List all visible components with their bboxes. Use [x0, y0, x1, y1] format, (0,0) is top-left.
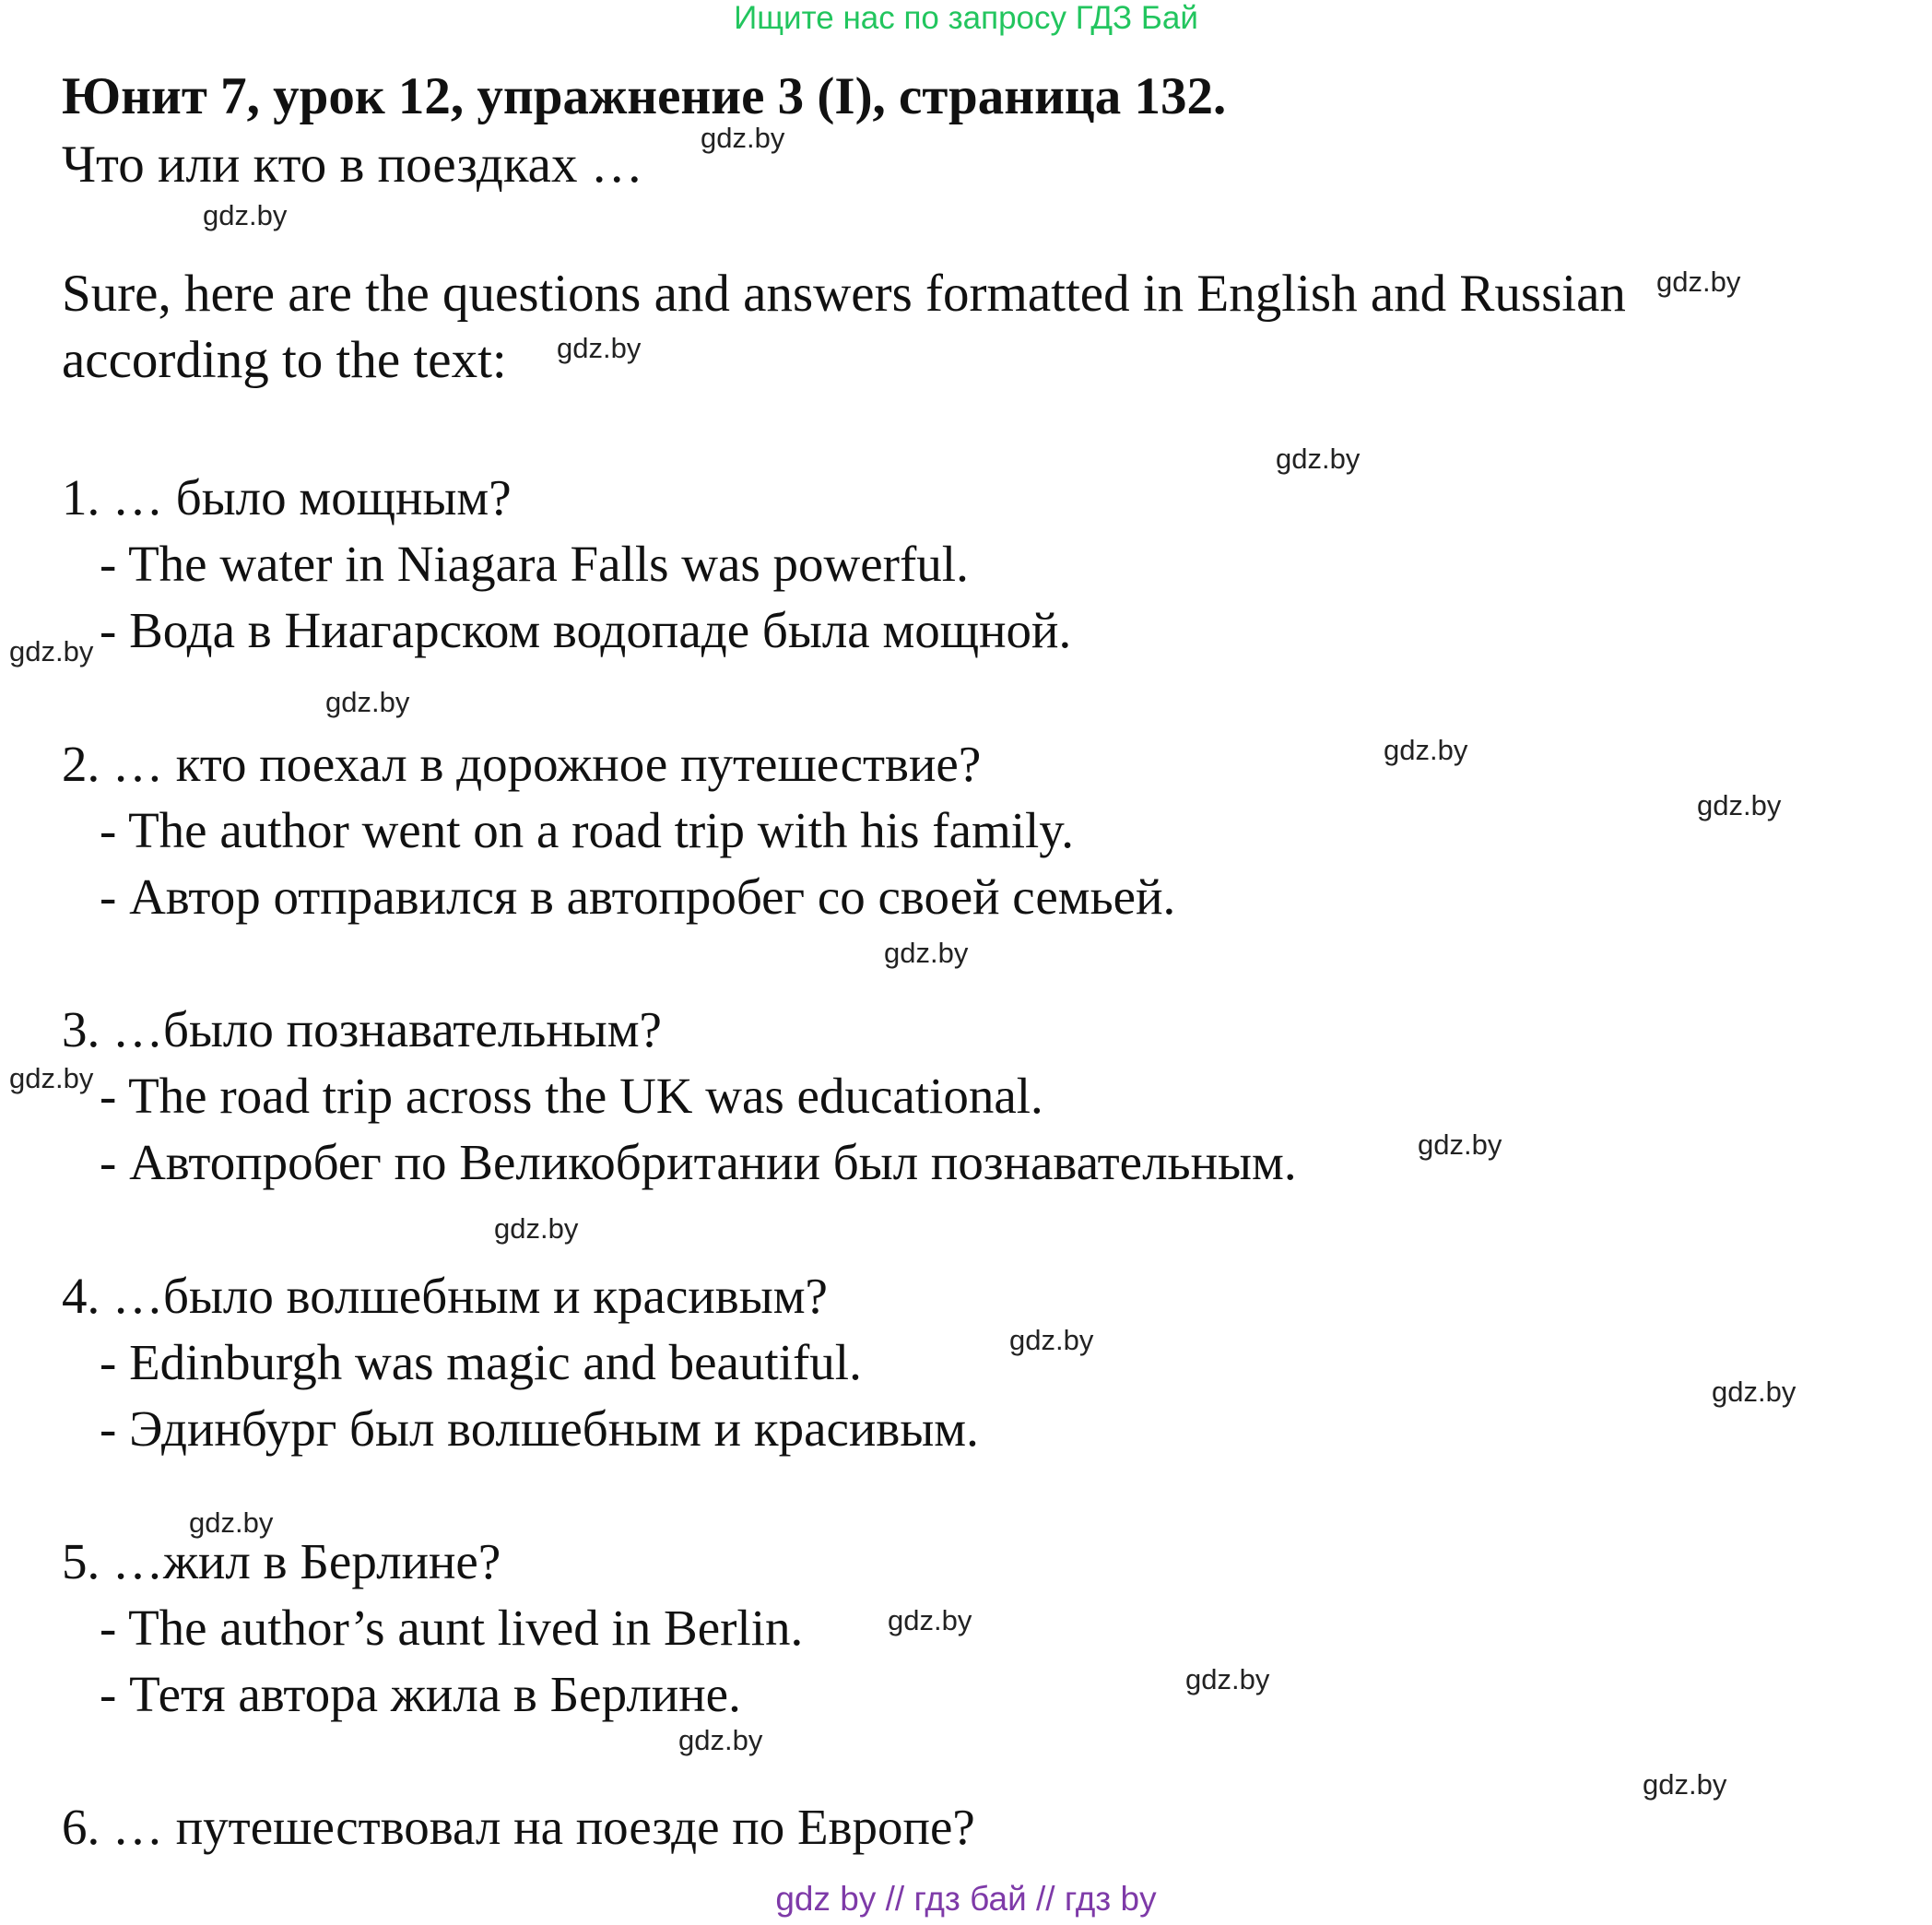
question-4: 4. …было волшебным и красивым? — [62, 1268, 828, 1324]
intro-line-2: according to the text: — [62, 331, 507, 389]
watermark: gdz.by — [884, 937, 969, 969]
footer-links[interactable]: gdz by // гдз бай // гдз by — [775, 1880, 1157, 1918]
watermark: gdz.by — [888, 1604, 972, 1636]
page-title: Юнит 7, урок 12, упражнение 3 (I), страница 132. — [62, 67, 1227, 125]
question-5: 5. …жил в Берлине? — [62, 1533, 501, 1589]
answer-4-en: - Edinburgh was magic and beautiful. — [100, 1334, 862, 1390]
watermark: gdz.by — [325, 686, 410, 718]
watermark: gdz.by — [1185, 1663, 1270, 1695]
answer-2-en: - The author went on a road trip with his family. — [100, 802, 1074, 858]
answer-5-ru: - Тетя автора жила в Берлине. — [100, 1666, 741, 1722]
answer-2-ru: - Автор отправился в автопробег со своей семьей. — [100, 868, 1176, 925]
watermark: gdz.by — [9, 635, 94, 667]
intro-line-1: Sure, here are the questions and answers formatted in English and Russian — [62, 265, 1626, 323]
page-subtitle: Что или кто в поездках … — [62, 136, 643, 194]
watermark: gdz.by — [1643, 1768, 1727, 1801]
watermark: gdz.by — [203, 199, 288, 231]
watermark: gdz.by — [557, 332, 642, 364]
watermark: gdz.by — [1656, 266, 1741, 298]
watermark: gdz.by — [189, 1506, 274, 1539]
watermark: gdz.by — [701, 122, 785, 154]
watermark: gdz.by — [678, 1724, 763, 1756]
watermark: gdz.by — [1276, 443, 1361, 475]
watermark: gdz.by — [494, 1212, 579, 1245]
question-3: 3. …было познавательным? — [62, 1001, 662, 1057]
answer-4-ru: - Эдинбург был волшебным и красивым. — [100, 1400, 979, 1457]
answer-3-ru: - Автопробег по Великобритании был познавательным. — [100, 1134, 1297, 1190]
question-6: 6. … путешествовал на поезде по Европе? — [62, 1799, 975, 1855]
question-2: 2. … кто поехал в дорожное путешествие? — [62, 736, 982, 792]
watermark: gdz.by — [1712, 1376, 1797, 1408]
watermark: gdz.by — [1418, 1128, 1502, 1161]
watermark: gdz.by — [1697, 789, 1782, 821]
watermark: gdz.by — [1009, 1324, 1094, 1356]
answer-1-ru: - Вода в Ниагарском водопаде была мощной. — [100, 602, 1072, 658]
answer-3-en: - The road trip across the UK was educational. — [100, 1068, 1043, 1124]
question-1: 1. … было мощным? — [62, 469, 512, 526]
answer-5-en: - The author’s aunt lived in Berlin. — [100, 1600, 804, 1656]
watermark: gdz.by — [9, 1062, 94, 1094]
answer-1-en: - The water in Niagara Falls was powerful. — [100, 536, 969, 592]
watermark: gdz.by — [1384, 734, 1468, 766]
search-hint-link[interactable]: Ищите нас по запросу ГДЗ Бай — [734, 0, 1198, 36]
